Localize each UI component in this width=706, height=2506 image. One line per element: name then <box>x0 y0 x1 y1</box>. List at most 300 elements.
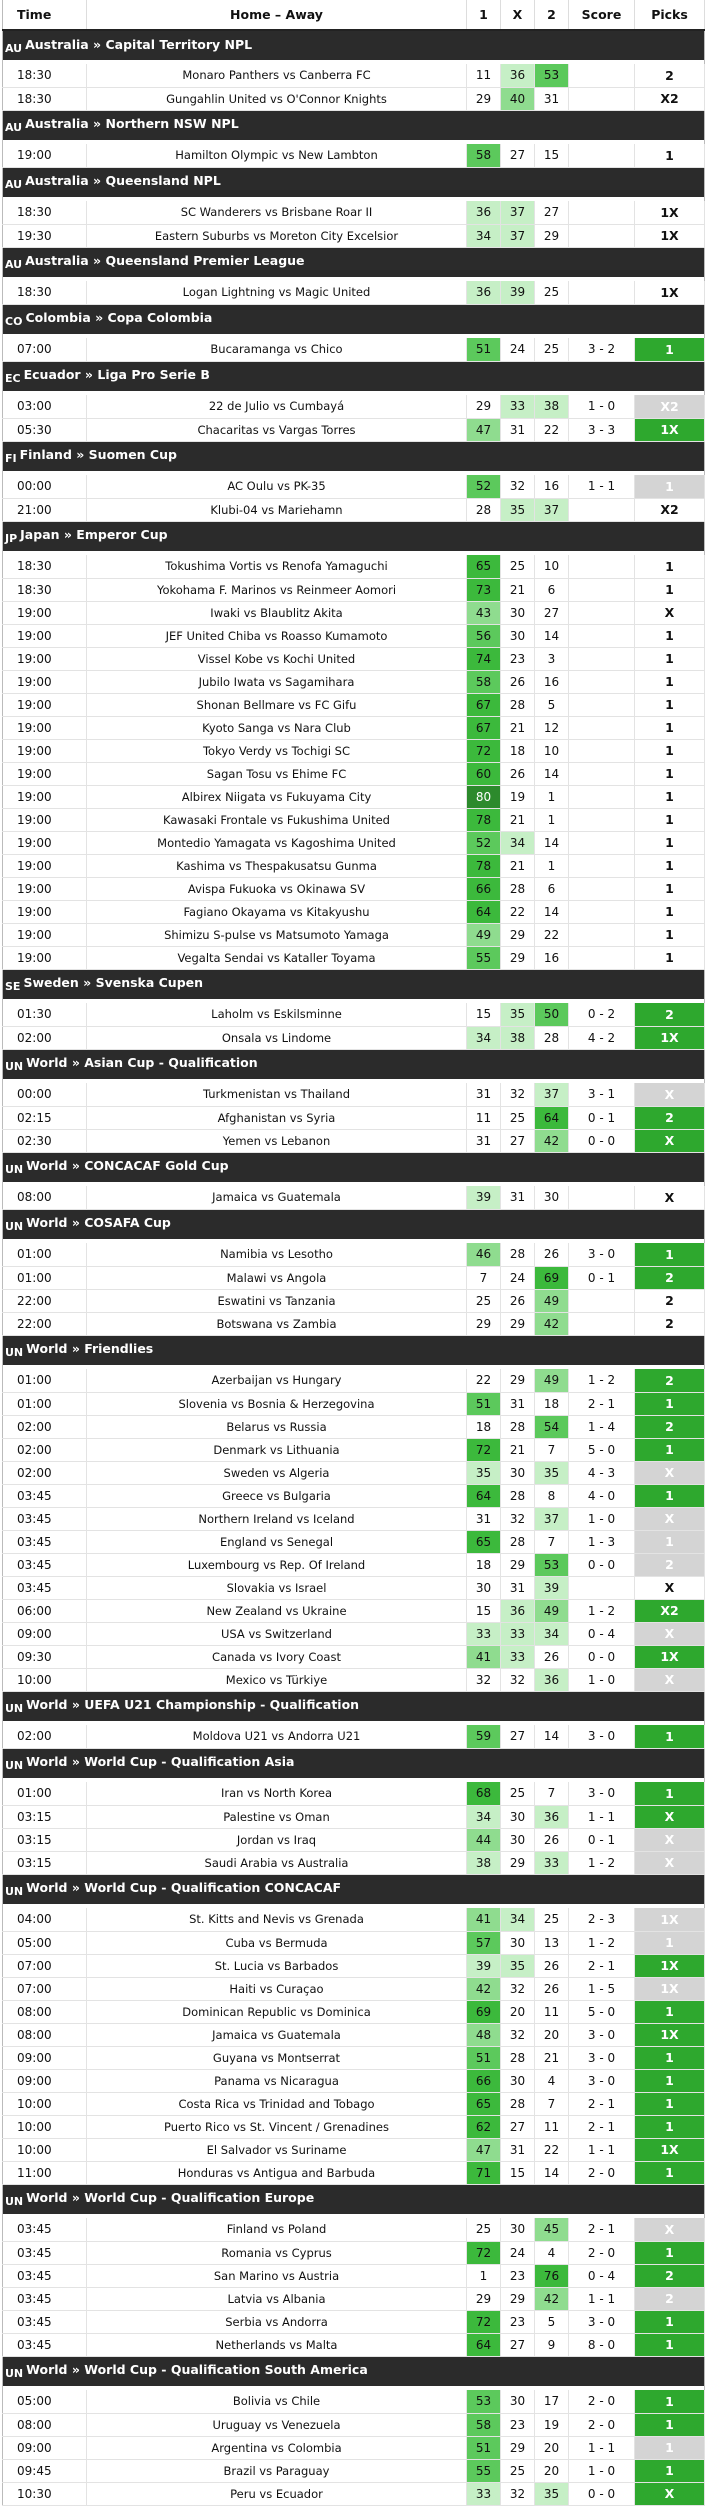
match-score <box>569 693 635 716</box>
match-teams[interactable]: Sweden vs Algeria <box>87 1461 467 1484</box>
match-row[interactable] <box>3 1851 705 1874</box>
match-time: 01:00 <box>3 1266 87 1289</box>
match-row[interactable] <box>3 1507 705 1530</box>
league-title[interactable] <box>3 361 705 391</box>
match-row[interactable] <box>3 693 705 716</box>
league-name[interactable]: Finland » Suomen Cup <box>19 447 177 463</box>
league-name[interactable]: World » COSAFA Cup <box>26 1215 171 1231</box>
match-row[interactable] <box>3 2115 705 2138</box>
match-teams[interactable]: Bolivia vs Chile <box>87 2390 467 2413</box>
match-row[interactable] <box>3 1266 705 1289</box>
league-header[interactable] <box>3 110 705 140</box>
match-teams[interactable]: USA vs Switzerland <box>87 1622 467 1645</box>
league-name[interactable]: Ecuador » Liga Pro Serie B <box>23 367 210 383</box>
match-teams[interactable]: Jordan vs Iraq <box>87 1828 467 1851</box>
league-title[interactable] <box>3 304 705 334</box>
match-row[interactable] <box>3 1083 705 1106</box>
league-title[interactable] <box>3 30 705 60</box>
league-name[interactable]: Australia » Northern NSW NPL <box>25 116 239 132</box>
league-name[interactable]: Japan » Emperor Cup <box>20 527 168 543</box>
match-teams[interactable]: Serbia vs Andorra <box>87 2310 467 2333</box>
match-row[interactable] <box>3 1026 705 1049</box>
prob-p2: 5 <box>535 2310 569 2333</box>
match-row[interactable] <box>3 1003 705 1026</box>
league-header[interactable] <box>3 441 705 471</box>
match-row[interactable] <box>3 2482 705 2505</box>
match-teams[interactable]: Honduras vs Antigua and Barbuda <box>87 2161 467 2184</box>
match-row[interactable] <box>3 923 705 946</box>
match-teams[interactable]: Iwaki vs Blaublitz Akita <box>87 601 467 624</box>
pick-badge: X <box>635 1851 705 1874</box>
match-teams[interactable]: Jubilo Iwata vs Sagamihara <box>87 670 467 693</box>
match-teams[interactable]: Finland vs Poland <box>87 2218 467 2241</box>
match-row[interactable] <box>3 475 705 498</box>
match-teams[interactable]: El Salvador vs Suriname <box>87 2138 467 2161</box>
match-teams[interactable]: Tokushima Vortis vs Renofa Yamaguchi <box>87 555 467 578</box>
league-title[interactable] <box>3 969 705 999</box>
match-teams[interactable]: Netherlands vs Malta <box>87 2333 467 2356</box>
prob-p1: 53 <box>467 2390 501 2413</box>
match-teams[interactable]: Mexico vs Türkiye <box>87 1668 467 1691</box>
match-teams[interactable]: Gungahlin United vs O'Connor Knights <box>87 87 467 110</box>
match-row[interactable] <box>3 1243 705 1266</box>
match-teams[interactable]: Jamaica vs Guatemala <box>87 2023 467 2046</box>
match-row[interactable] <box>3 2287 705 2310</box>
match-time: 03:45 <box>3 1553 87 1576</box>
match-teams[interactable]: Sagan Tosu vs Ehime FC <box>87 762 467 785</box>
prob-p1: 34 <box>467 1805 501 1828</box>
match-time: 19:00 <box>3 808 87 831</box>
league-title[interactable] <box>3 110 705 140</box>
match-row[interactable] <box>3 716 705 739</box>
league-name[interactable]: World » World Cup - Qualification South America <box>26 2362 368 2378</box>
match-row[interactable] <box>3 2413 705 2436</box>
pick-badge: 1 <box>635 1392 705 1415</box>
match-score: 0 - 1 <box>569 1106 635 1129</box>
match-row[interactable] <box>3 739 705 762</box>
match-teams[interactable]: Panama vs Nicaragua <box>87 2069 467 2092</box>
league-title[interactable] <box>3 1874 705 1904</box>
match-teams[interactable]: Malawi vs Angola <box>87 1266 467 1289</box>
match-teams[interactable]: Cuba vs Bermuda <box>87 1931 467 1954</box>
match-teams[interactable]: Kyoto Sanga vs Nara Club <box>87 716 467 739</box>
prob-p2: 42 <box>535 1312 569 1335</box>
prob-p1: 58 <box>467 670 501 693</box>
prob-p1: 55 <box>467 2459 501 2482</box>
match-teams[interactable]: Luxembourg vs Rep. Of Ireland <box>87 1553 467 1576</box>
match-teams[interactable]: JEF United Chiba vs Roasso Kumamoto <box>87 624 467 647</box>
match-row[interactable] <box>3 1645 705 1668</box>
header-picks[interactable]: Picks <box>635 0 705 30</box>
match-row[interactable] <box>3 670 705 693</box>
league-title[interactable] <box>3 521 705 551</box>
match-teams[interactable]: Avispa Fukuoka vs Okinawa SV <box>87 877 467 900</box>
match-row[interactable] <box>3 1106 705 1129</box>
match-teams[interactable]: Bucaramanga vs Chico <box>87 338 467 361</box>
match-row[interactable] <box>3 601 705 624</box>
match-row[interactable] <box>3 2264 705 2287</box>
match-row[interactable] <box>3 1782 705 1805</box>
match-row[interactable] <box>3 1392 705 1415</box>
match-teams[interactable]: Shonan Bellmare vs FC Gifu <box>87 693 467 716</box>
match-teams[interactable]: Latvia vs Albania <box>87 2287 467 2310</box>
match-teams[interactable]: Vegalta Sendai vs Kataller Toyama <box>87 946 467 969</box>
match-row[interactable] <box>3 224 705 247</box>
match-teams[interactable]: Canada vs Ivory Coast <box>87 1645 467 1668</box>
league-header[interactable] <box>3 304 705 334</box>
match-row[interactable] <box>3 2046 705 2069</box>
match-teams[interactable]: Azerbaijan vs Hungary <box>87 1369 467 1392</box>
league-header[interactable] <box>3 1748 705 1778</box>
match-row[interactable] <box>3 1438 705 1461</box>
match-score <box>569 1576 635 1599</box>
prob-p2: 42 <box>535 2287 569 2310</box>
pick-badge: 1 <box>635 808 705 831</box>
match-teams[interactable]: Haiti vs Curaçao <box>87 1977 467 2000</box>
match-time: 19:00 <box>3 946 87 969</box>
match-teams[interactable]: Shimizu S-pulse vs Matsumoto Yamaga <box>87 923 467 946</box>
match-row[interactable] <box>3 2333 705 2356</box>
match-teams[interactable]: England vs Senegal <box>87 1530 467 1553</box>
league-header[interactable] <box>3 1049 705 1079</box>
pick-badge: 1 <box>635 2161 705 2184</box>
match-row[interactable] <box>3 87 705 110</box>
match-teams[interactable]: Dominican Republic vs Dominica <box>87 2000 467 2023</box>
prob-p2: 7 <box>535 1782 569 1805</box>
league-title[interactable] <box>3 2184 705 2214</box>
league-name[interactable]: Australia » Queensland NPL <box>25 173 221 189</box>
header-home-away[interactable]: Home – Away <box>87 0 467 30</box>
prob-p2: 37 <box>535 498 569 521</box>
match-row[interactable] <box>3 946 705 969</box>
match-teams[interactable]: Northern Ireland vs Iceland <box>87 1507 467 1530</box>
prob-px: 32 <box>501 2482 535 2505</box>
match-row[interactable] <box>3 1553 705 1576</box>
prob-px: 23 <box>501 2264 535 2287</box>
league-name[interactable]: Australia » Capital Territory NPL <box>25 36 253 52</box>
match-row[interactable] <box>3 1312 705 1335</box>
match-teams[interactable]: Turkmenistan vs Thailand <box>87 1083 467 1106</box>
match-teams[interactable]: Costa Rica vs Trinidad and Tobago <box>87 2092 467 2115</box>
match-teams[interactable]: Logan Lightning vs Magic United <box>87 281 467 304</box>
match-row[interactable] <box>3 555 705 578</box>
match-teams[interactable]: Uruguay vs Venezuela <box>87 2413 467 2436</box>
match-teams[interactable]: 22 de Julio vs Cumbayá <box>87 395 467 418</box>
league-header[interactable] <box>3 1874 705 1904</box>
pick-badge: X2 <box>635 1599 705 1622</box>
league-title[interactable] <box>3 247 705 277</box>
match-teams[interactable]: Yokohama F. Marinos vs Reinmeer Aomori <box>87 578 467 601</box>
match-teams[interactable]: Yemen vs Lebanon <box>87 1129 467 1152</box>
match-score <box>569 498 635 521</box>
prob-p1: 47 <box>467 2138 501 2161</box>
match-teams[interactable]: Moldova U21 vs Andorra U21 <box>87 1725 467 1748</box>
match-row[interactable] <box>3 578 705 601</box>
league-name[interactable]: World » CONCACAF Gold Cup <box>26 1158 229 1174</box>
prob-p2: 34 <box>535 1622 569 1645</box>
match-time: 02:00 <box>3 1026 87 1049</box>
match-row[interactable] <box>3 1931 705 1954</box>
match-row[interactable] <box>3 762 705 785</box>
match-row[interactable] <box>3 498 705 521</box>
league-name[interactable]: World » Friendlies <box>26 1341 154 1357</box>
league-title[interactable] <box>3 441 705 471</box>
match-teams[interactable]: Namibia vs Lesotho <box>87 1243 467 1266</box>
pick-badge: 2 <box>635 1106 705 1129</box>
league-header[interactable] <box>3 247 705 277</box>
match-teams[interactable]: Saudi Arabia vs Australia <box>87 1851 467 1874</box>
league-header[interactable] <box>3 2356 705 2386</box>
match-teams[interactable]: Hamilton Olympic vs New Lambton <box>87 144 467 167</box>
match-score: 1 - 1 <box>569 2436 635 2459</box>
prob-px: 20 <box>501 2000 535 2023</box>
match-row[interactable] <box>3 64 705 87</box>
match-row[interactable] <box>3 1289 705 1312</box>
match-row[interactable] <box>3 2138 705 2161</box>
league-title[interactable] <box>3 2356 705 2386</box>
match-score: 1 - 0 <box>569 395 635 418</box>
match-teams[interactable]: Fagiano Okayama vs Kitakyushu <box>87 900 467 923</box>
match-score <box>569 1186 635 1209</box>
match-teams[interactable]: Palestine vs Oman <box>87 1805 467 1828</box>
match-teams[interactable]: Vissel Kobe vs Kochi United <box>87 647 467 670</box>
prob-p1: 33 <box>467 2482 501 2505</box>
match-row[interactable] <box>3 877 705 900</box>
pick-badge: X <box>635 2218 705 2241</box>
match-row[interactable] <box>3 1415 705 1438</box>
match-row[interactable] <box>3 808 705 831</box>
league-title[interactable] <box>3 1049 705 1079</box>
league-header[interactable] <box>3 521 705 551</box>
match-teams[interactable]: Eswatini vs Tanzania <box>87 1289 467 1312</box>
match-teams[interactable]: Peru vs Ecuador <box>87 2482 467 2505</box>
prob-px: 29 <box>501 2287 535 2310</box>
match-row[interactable] <box>3 1369 705 1392</box>
match-row[interactable] <box>3 1828 705 1851</box>
prob-p1: 52 <box>467 831 501 854</box>
match-row[interactable] <box>3 647 705 670</box>
match-row[interactable] <box>3 2023 705 2046</box>
match-teams[interactable]: Denmark vs Lithuania <box>87 1438 467 1461</box>
prob-px: 27 <box>501 2115 535 2138</box>
league-header[interactable] <box>3 2184 705 2214</box>
match-teams[interactable]: Belarus vs Russia <box>87 1415 467 1438</box>
match-teams[interactable]: New Zealand vs Ukraine <box>87 1599 467 1622</box>
match-teams[interactable]: St. Kitts and Nevis vs Grenada <box>87 1908 467 1931</box>
match-row[interactable] <box>3 1725 705 1748</box>
match-teams[interactable]: St. Lucia vs Barbados <box>87 1954 467 1977</box>
match-teams[interactable]: Monaro Panthers vs Canberra FC <box>87 64 467 87</box>
league-header[interactable] <box>3 1152 705 1182</box>
prob-p1: 18 <box>467 1415 501 1438</box>
header-2[interactable]: 2 <box>535 0 569 30</box>
pick-badge: 1 <box>635 762 705 785</box>
match-row[interactable] <box>3 831 705 854</box>
match-time: 19:00 <box>3 693 87 716</box>
match-row[interactable] <box>3 2161 705 2184</box>
match-score: 0 - 4 <box>569 1622 635 1645</box>
match-row[interactable] <box>3 418 705 441</box>
pick-badge: 2 <box>635 1003 705 1026</box>
prob-p2: 39 <box>535 1576 569 1599</box>
prob-px: 28 <box>501 2046 535 2069</box>
match-teams[interactable]: SC Wanderers vs Brisbane Roar II <box>87 201 467 224</box>
match-teams[interactable]: Laholm vs Eskilsminne <box>87 1003 467 1026</box>
match-row[interactable] <box>3 2310 705 2333</box>
match-teams[interactable]: Eastern Suburbs vs Moreton City Excelsior <box>87 224 467 247</box>
match-time: 08:00 <box>3 2413 87 2436</box>
league-name[interactable]: World » World Cup - Qualification Asia <box>26 1754 295 1770</box>
prob-px: 27 <box>501 1725 535 1748</box>
league-title[interactable] <box>3 167 705 197</box>
match-row[interactable] <box>3 900 705 923</box>
match-teams[interactable]: Romania vs Cyprus <box>87 2241 467 2264</box>
league-header[interactable] <box>3 361 705 391</box>
pick-badge: 1 <box>635 2436 705 2459</box>
prob-px: 37 <box>501 201 535 224</box>
match-teams[interactable]: Onsala vs Lindome <box>87 1026 467 1049</box>
match-time: 03:45 <box>3 2264 87 2287</box>
match-row[interactable] <box>3 2218 705 2241</box>
league-name[interactable]: World » Asian Cup - Qualification <box>26 1055 258 1071</box>
match-row[interactable] <box>3 2000 705 2023</box>
match-row[interactable] <box>3 1668 705 1691</box>
match-row[interactable] <box>3 1576 705 1599</box>
match-row[interactable] <box>3 1908 705 1931</box>
match-teams[interactable]: Montedio Yamagata vs Kagoshima United <box>87 831 467 854</box>
match-teams[interactable]: Albirex Niigata vs Fukuyama City <box>87 785 467 808</box>
prob-p2: 35 <box>535 1461 569 1484</box>
league-name[interactable]: Sweden » Svenska Cupen <box>23 975 204 991</box>
prob-px: 30 <box>501 601 535 624</box>
match-teams[interactable]: Slovenia vs Bosnia & Herzegovina <box>87 1392 467 1415</box>
match-row[interactable] <box>3 1622 705 1645</box>
match-row[interactable] <box>3 1186 705 1209</box>
match-row[interactable] <box>3 2069 705 2092</box>
header-score[interactable]: Score <box>569 0 635 30</box>
match-row[interactable] <box>3 2390 705 2413</box>
match-time: 18:30 <box>3 201 87 224</box>
match-time: 19:00 <box>3 923 87 946</box>
match-time: 10:00 <box>3 2115 87 2138</box>
league-header[interactable] <box>3 1335 705 1365</box>
match-teams[interactable]: Puerto Rico vs St. Vincent / Grenadines <box>87 2115 467 2138</box>
match-teams[interactable]: Tokyo Verdy vs Tochigi SC <box>87 739 467 762</box>
match-score: 1 - 0 <box>569 1507 635 1530</box>
league-name[interactable]: Australia » Queensland Premier League <box>25 253 305 269</box>
match-teams[interactable]: Argentina vs Colombia <box>87 2436 467 2459</box>
league-header[interactable] <box>3 167 705 197</box>
prob-p2: 26 <box>535 1828 569 1851</box>
league-title[interactable] <box>3 1335 705 1365</box>
league-header[interactable] <box>3 30 705 60</box>
match-score: 1 - 1 <box>569 1805 635 1828</box>
match-row[interactable] <box>3 1599 705 1622</box>
prob-px: 23 <box>501 2310 535 2333</box>
match-teams[interactable]: Kashima vs Thespakusatsu Gunma <box>87 854 467 877</box>
match-row[interactable] <box>3 1954 705 1977</box>
prob-p2: 10 <box>535 739 569 762</box>
match-row[interactable] <box>3 1977 705 2000</box>
match-teams[interactable]: Klubi-04 vs Mariehamn <box>87 498 467 521</box>
match-row[interactable] <box>3 395 705 418</box>
league-name[interactable]: World » UEFA U21 Championship - Qualification <box>26 1697 360 1713</box>
match-row[interactable] <box>3 854 705 877</box>
match-teams[interactable]: Chacaritas vs Vargas Torres <box>87 418 467 441</box>
league-title[interactable] <box>3 1152 705 1182</box>
match-row[interactable] <box>3 1484 705 1507</box>
match-row[interactable] <box>3 1129 705 1152</box>
match-row[interactable] <box>3 2436 705 2459</box>
match-row[interactable] <box>3 624 705 647</box>
header-x[interactable]: X <box>501 0 535 30</box>
match-time: 02:00 <box>3 1725 87 1748</box>
match-row[interactable] <box>3 1530 705 1553</box>
match-row[interactable] <box>3 281 705 304</box>
header-time[interactable]: Time <box>3 0 87 30</box>
match-teams[interactable]: Brazil vs Paraguay <box>87 2459 467 2482</box>
match-teams[interactable]: Botswana vs Zambia <box>87 1312 467 1335</box>
league-name[interactable]: World » World Cup - Qualification CONCACAF <box>26 1880 342 1896</box>
match-teams[interactable]: AC Oulu vs PK-35 <box>87 475 467 498</box>
prob-p1: 32 <box>467 1668 501 1691</box>
match-teams[interactable]: San Marino vs Austria <box>87 2264 467 2287</box>
prob-p2: 31 <box>535 87 569 110</box>
league-title[interactable] <box>3 1209 705 1239</box>
match-row[interactable] <box>3 338 705 361</box>
league-header[interactable] <box>3 969 705 999</box>
match-row[interactable] <box>3 144 705 167</box>
league-header[interactable] <box>3 1209 705 1239</box>
prob-p1: 48 <box>467 2023 501 2046</box>
prob-px: 27 <box>501 144 535 167</box>
match-score: 2 - 1 <box>569 1954 635 1977</box>
match-time: 18:30 <box>3 555 87 578</box>
match-teams[interactable]: Jamaica vs Guatemala <box>87 1186 467 1209</box>
match-row[interactable] <box>3 2241 705 2264</box>
match-row[interactable] <box>3 1805 705 1828</box>
match-row[interactable] <box>3 1461 705 1484</box>
match-row[interactable] <box>3 2459 705 2482</box>
league-header[interactable] <box>3 1691 705 1721</box>
pick-badge: 1 <box>635 946 705 969</box>
league-title[interactable] <box>3 1748 705 1778</box>
match-row[interactable] <box>3 2092 705 2115</box>
pick-badge: 1 <box>635 877 705 900</box>
prob-p1: 42 <box>467 1977 501 2000</box>
prob-p1: 29 <box>467 2287 501 2310</box>
match-teams[interactable]: Iran vs North Korea <box>87 1782 467 1805</box>
match-row[interactable] <box>3 785 705 808</box>
league-title[interactable] <box>3 1691 705 1721</box>
match-score: 4 - 2 <box>569 1026 635 1049</box>
league-name[interactable]: World » World Cup - Qualification Europe <box>26 2190 315 2206</box>
prob-px: 39 <box>501 281 535 304</box>
match-teams[interactable]: Afghanistan vs Syria <box>87 1106 467 1129</box>
match-score <box>569 555 635 578</box>
pick-badge: 2 <box>635 1553 705 1576</box>
header-1[interactable]: 1 <box>467 0 501 30</box>
match-teams[interactable]: Greece vs Bulgaria <box>87 1484 467 1507</box>
match-teams[interactable]: Guyana vs Montserrat <box>87 2046 467 2069</box>
prob-p2: 33 <box>535 1851 569 1874</box>
match-row[interactable] <box>3 201 705 224</box>
match-teams[interactable]: Kawasaki Frontale vs Fukushima United <box>87 808 467 831</box>
league-name[interactable]: Colombia » Copa Colombia <box>25 310 213 326</box>
prob-p1: 64 <box>467 1484 501 1507</box>
match-teams[interactable]: Slovakia vs Israel <box>87 1576 467 1599</box>
pick-badge: 1 <box>635 739 705 762</box>
